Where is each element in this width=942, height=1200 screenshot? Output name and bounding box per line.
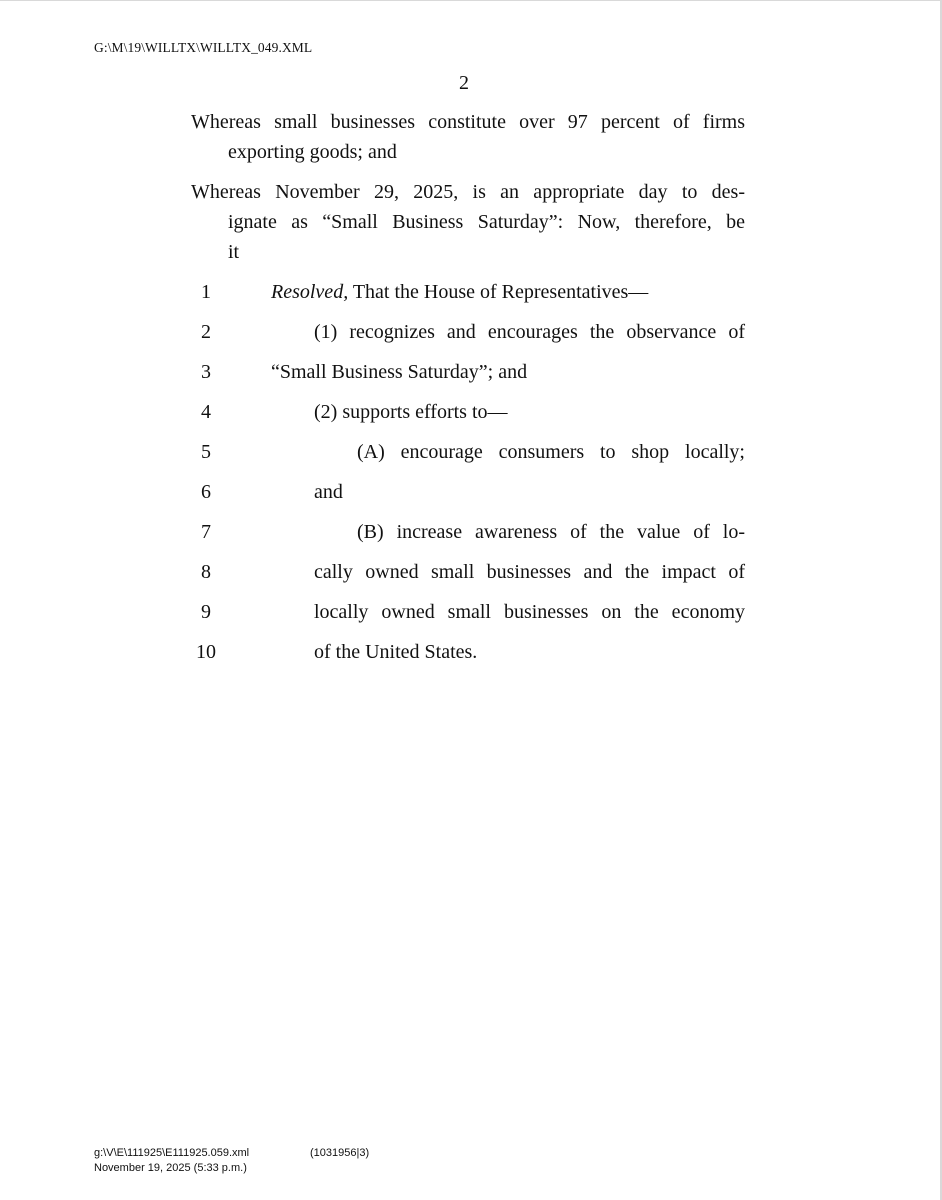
line-number-8: 8 (201, 561, 211, 583)
line-number-3: 3 (201, 361, 211, 383)
resolution-line-5: (A) encourage consumers to shop locally; (357, 441, 745, 463)
whereas-clause-2-line-3: it (228, 241, 240, 263)
line-number-2: 2 (201, 321, 211, 343)
header-file-path: G:\M\19\WILLTX\WILLTX_049.XML (94, 40, 313, 55)
footer-file-info (94, 1146, 249, 1176)
resolved-italic: Resolved, (271, 281, 349, 303)
resolved-text: That the House of Representatives— (348, 281, 649, 303)
line-number-5: 5 (201, 441, 211, 463)
resolution-line-1 (271, 277, 648, 307)
resolution-line-6: and (314, 481, 343, 503)
footer-code: (1031956|3) (310, 1147, 370, 1159)
line-number-9: 9 (201, 601, 211, 623)
resolution-line-3: “Small Business Saturday”; and (271, 361, 528, 383)
resolution-line-4: (2) supports efforts to— (314, 401, 508, 423)
resolution-line-7: (B) increase awareness of the value of lo- (357, 521, 745, 543)
line-number-7: 7 (201, 521, 211, 543)
page-number: 2 (459, 72, 469, 94)
line-number-1: 1 (201, 281, 211, 303)
whereas-clause-2-line-1: Whereas November 29, 2025, is an appropriate day to des- (191, 181, 745, 203)
line-number-4: 4 (201, 401, 211, 423)
footer-timestamp: November 19, 2025 (5:33 p.m.) (94, 1162, 247, 1174)
whereas-clause-1-line-2: exporting goods; and (228, 141, 397, 163)
whereas-clause-2-line-2: ignate as “Small Business Saturday”: Now, therefore, be (228, 211, 745, 233)
whereas-clause-1-line-1: Whereas small businesses constitute over 97 percent of firms (191, 111, 745, 133)
resolution-line-8: cally owned small businesses and the impact of (314, 561, 745, 583)
line-number-10: 10 (196, 641, 216, 663)
footer-path: g:\V\E\111925\E111925.059.xml (94, 1147, 250, 1159)
resolution-line-2: (1) recognizes and encourages the observance of (314, 321, 745, 343)
page-top-edge (0, 0, 942, 1)
line-number-6: 6 (201, 481, 211, 503)
resolution-line-9: locally owned small businesses on the economy (314, 601, 745, 623)
resolution-line-10: of the United States. (314, 641, 478, 663)
